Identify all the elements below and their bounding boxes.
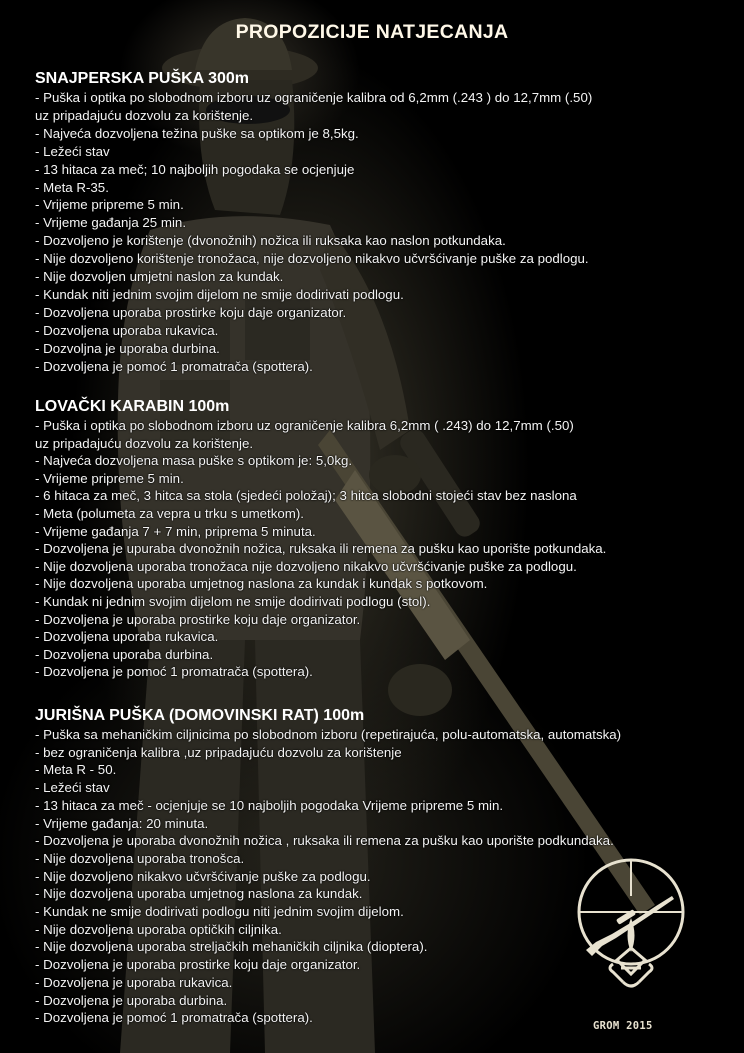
rule-line: - Najveća dozvoljena masa puške s optikom je: 5,0kg. [35, 453, 353, 469]
crosshair-rifle-knot-emblem-icon [572, 856, 690, 991]
rule-line: - Meta R - 50. [35, 762, 117, 778]
rule-line: - Dozvoljena je upuraba dvonožnih nožica, ruksaka ili remena za pušku kao uporište potkundaka. [35, 541, 607, 557]
rule-line: - Dozvoljena je pomoć 1 promatrača (spottera). [35, 664, 313, 680]
rule-line: - Nije dozvoljena uporaba umjetnog naslona za kundak. [35, 886, 363, 902]
rule-line: - Nije dozvoljen umjetni naslon za kundak. [35, 269, 284, 285]
rule-list [35, 417, 725, 681]
section-heading: JURIŠNA PUŠKA (DOMOVINSKI RAT) 100m [35, 707, 365, 724]
rule-line: - Kundak ne smije dodirivati podlogu niti jednim svojim dijelom. [35, 904, 404, 920]
section-hunting-carbine [35, 397, 725, 681]
rule-line: - Puška sa mehaničkim ciljnicima po slobodnom izboru (repetirajuća, polu-automatska, automatska) [35, 727, 622, 742]
rule-line: - Dozvoljena je uporaba dvonožnih nožica , ruksaka ili remena za pušku kao uporište podkundaka. [35, 833, 614, 849]
rule-line: - Dozvoljena je uporaba rukavica. [35, 974, 233, 990]
rule-line: - Meta (polumeta za vepra u trku s umetkom). [35, 505, 304, 521]
rule-line: - Vrijeme gađanja: 20 minuta. [35, 815, 209, 831]
rule-line: - Ležeći stav [35, 780, 110, 796]
rule-line: - Nije dozvoljeno korištenje tronožaca, nije dozvoljeno nikakvo učvršćivanje puške za podlogu. [35, 251, 589, 267]
rule-line: - Nije dozvoljena uporaba tronošca. [35, 850, 245, 866]
rule-line: uz pripadajuću dozvolu za korištenje. [35, 107, 254, 123]
section-heading: SNAJPERSKA PUŠKA 300m [35, 70, 249, 87]
rule-line: - Dozvoljena je pomoć 1 promatrača (spottera). [35, 1010, 313, 1026]
rule-list [35, 89, 725, 376]
rule-line: - Nije dozvoljena uporaba tronožaca nije dozvoljeno nikakvo učvršćivanje puške za podlogu. [35, 558, 577, 574]
rule-line: - Kundak niti jednim svojim dijelom ne smije dodirivati podlogu. [35, 286, 404, 302]
rule-line: - Vrijeme gađanja 7 + 7 min, priprema 5 minuta. [35, 523, 316, 539]
rule-line: - Nije dozvoljena uporaba optičkih ciljnika. [35, 921, 282, 937]
logo-caption: GROM 2015 [593, 1020, 653, 1032]
rule-line: - Dozvoljena uporaba durbina. [35, 646, 214, 662]
rule-line: - Nije dozvoljeno nikakvo učvršćivanje puške za podlogu. [35, 868, 371, 884]
rule-line: - 13 hitaca za meč - ocjenjuje se 10 najboljih pogodaka Vrijeme pripreme 5 min. [35, 797, 504, 813]
section-sniper-rifle [35, 69, 725, 376]
rule-line: - Meta R-35. [35, 179, 109, 195]
rule-line: - 13 hitaca za meč; 10 najboljih pogodaka se ocjenjuje [35, 161, 355, 177]
rule-line: - Dozvoljna je uporaba durbina. [35, 340, 220, 356]
rule-line: - Puška i optika po slobodnom izboru uz ograničenje kalibra 6,2mm ( .243) do 12,7mm (.50) [35, 418, 574, 433]
rule-line: - Puška i optika po slobodnom izboru uz ograničenje kalibra od 6,2mm (.243 ) do 12,7mm (.50) [35, 90, 593, 105]
rule-line: - Dozvoljeno je korištenje (dvonožnih) nožica ili ruksaka kao naslon potkundaka. [35, 233, 506, 249]
rule-line: - Vrijeme pripreme 5 min. [35, 470, 184, 486]
rule-line: - Najveća dozvoljena težina puške sa optikom je 8,5kg. [35, 125, 359, 141]
rule-line: - Dozvoljena uporaba rukavica. [35, 629, 219, 645]
rule-line: - Nije dozvoljena uporaba umjetnog naslona za kundak i kundak s potkovom. [35, 576, 488, 592]
rule-line: uz pripadajuću dozvolu za korištenje. [35, 435, 254, 451]
section-heading: LOVAČKI KARABIN 100m [35, 398, 230, 415]
rule-line: - Vrijeme gađanja 25 min. [35, 215, 187, 231]
rule-line: - Kundak ni jednim svojim dijelom ne smije dodirivati podlogu (stol). [35, 593, 431, 609]
rule-line: - Vrijeme pripreme 5 min. [35, 197, 184, 213]
rule-line: - Dozvoljena uporaba prostirke koju daje organizator. [35, 304, 347, 320]
rule-line: - Dozvoljena je uporaba prostirke koju daje organizator. [35, 611, 361, 627]
page-title: PROPOZICIJE NATJECANJA [235, 21, 509, 43]
rule-line: - bez ograničenja kalibra ,uz pripadajuću dozvolu za korištenje [35, 744, 402, 760]
rule-line: - Nije dozvoljena uporaba streljačkih mehaničkih ciljnika (dioptera). [35, 939, 428, 955]
rule-line: - Ležeći stav [35, 143, 110, 159]
rule-line: - Dozvoljena je pomoć 1 promatrača (spottera). [35, 358, 313, 374]
rule-line: - Dozvoljena je uporaba durbina. [35, 992, 228, 1008]
rule-line: - Dozvoljena je uporaba prostirke koju daje organizator. [35, 957, 361, 973]
rule-line: - Dozvoljena uporaba rukavica. [35, 322, 219, 338]
rule-line: - 6 hitaca za meč, 3 hitca sa stola (sjedeći položaj); 3 hitca slobodni stojeći stav bez naslona [35, 488, 577, 504]
